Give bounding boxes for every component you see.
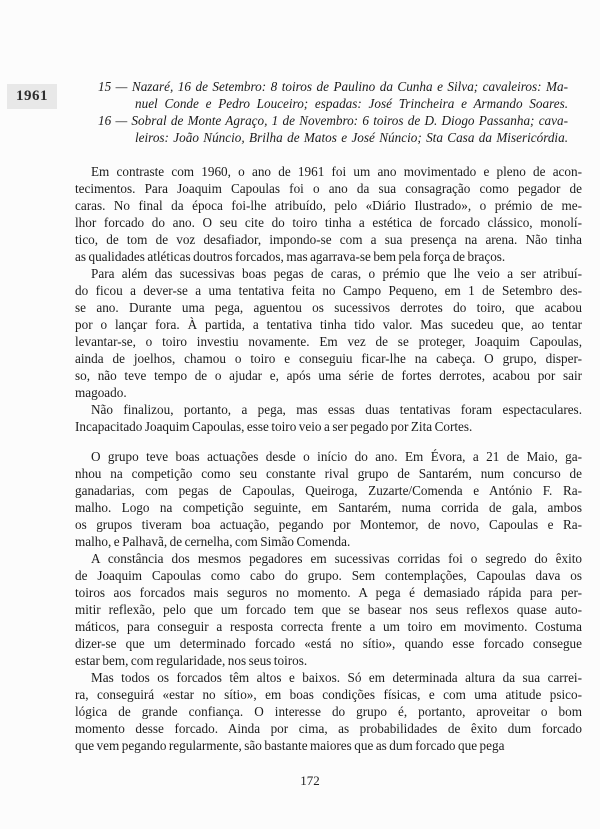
body-line: ainda de joelhos, chamou o toiro e conseguiu ficar-lhe na cabeça. O grupo, disper- bbox=[75, 351, 582, 366]
event-list-line: 16 — Sobral de Monte Agraço, 1 de Novembro: 6 toiros de D. Diogo Passanha; cava- bbox=[98, 113, 568, 128]
body-line: mitir reflexão, pelo que um forcado tem que se basear nos seus reflexos quase auto- bbox=[75, 602, 582, 617]
body-line: malho. Logo na competição seguinte, em Santarém, numa corrida de gala, ambos bbox=[75, 500, 582, 515]
body-line: caras. No final da época foi-lhe atribuído, pelo «Diário Ilustrado», o prémio de me- bbox=[75, 198, 582, 213]
body-line: so, não teve tempo de o ajudar e, após uma série de fortes derrotes, acabou por sair bbox=[75, 368, 582, 383]
body-line: dizer-se que um determinado forcado «está no sítio», quando esse forcado consegue bbox=[75, 636, 582, 651]
paragraph bbox=[75, 550, 582, 669]
paragraph bbox=[75, 669, 582, 754]
body-line: nhou na competição como seu constante rival grupo de Santarém, num concurso de bbox=[75, 466, 582, 481]
body-line: momento desse forcado. Ainda por cima, as probabilidades de êxito dum forcado bbox=[75, 721, 582, 736]
event-list bbox=[98, 78, 568, 146]
page-number: 172 bbox=[300, 773, 320, 788]
body-line: Em contraste com 1960, o ano de 1961 foi um ano movimentado e pleno de acon- bbox=[91, 164, 582, 179]
body-line: por o lançar fora. À partida, a tentativa tinha tido valor. Mas sucedeu que, ao tentar bbox=[75, 317, 582, 332]
body-line: A constância dos mesmos pegadores em sucessivas corridas foi o segredo do êxito bbox=[91, 551, 582, 566]
event-list-entry bbox=[98, 112, 568, 146]
body-line: Incapacitado Joaquim Capoulas, esse toiro veio a ser pegado por Zita Cortes. bbox=[75, 419, 473, 434]
body-line: Para além das sucessivas boas pegas de caras, o prémio que lhe veio a ser atribuí- bbox=[91, 266, 582, 281]
body-line: tico, de tom de voz desafiador, impondo-se com a sua presença na arena. Não tinha bbox=[75, 232, 582, 247]
body-line: toiros aos forcados mais seguros no momento. A pega é demasiado rápida para per- bbox=[75, 585, 582, 600]
paragraph bbox=[75, 163, 582, 265]
body-line: do ficou a dever-se a uma tentativa feita no Campo Pequeno, em 1 de Setembro des- bbox=[75, 283, 582, 298]
body-line: lhor forcado do ano. O seu cite do toiro tinha a estética de forcado clássico, monolí- bbox=[75, 215, 582, 230]
paragraph bbox=[75, 401, 582, 435]
body-line: ganadarias, com pegas de Capoulas, Queiroga, Zuzarte/Comenda e António F. Ra- bbox=[75, 483, 582, 498]
body-line: levantar-se, o toiro investiu novamente. Em vez de se proteger, Joaquim Capoulas, bbox=[75, 334, 582, 349]
margin-year-label: 1961 bbox=[7, 84, 57, 109]
event-list-entry bbox=[98, 78, 568, 112]
body-line: magoado. bbox=[75, 385, 127, 400]
body-line: que vem pegando regularmente, são bastante maiores que as dum forcado que pega bbox=[75, 738, 505, 753]
body-line: lógica de grande confiança. O interesse do grupo é, portanto, aproveitar o bom bbox=[75, 704, 582, 719]
body-line: se ano. Durante uma pega, aguentou os sucessivos derrotes do toiro, que acabou bbox=[75, 300, 582, 315]
body-line: as qualidades atléticas doutros forcados, mas agarrava-se bem pela força de braços. bbox=[75, 249, 506, 264]
paragraph bbox=[75, 265, 582, 401]
body-text bbox=[75, 163, 582, 754]
body-line: ra, conseguirá «estar no sítio», em boas condições físicas, e com uma atitude psico- bbox=[75, 687, 582, 702]
body-line: malho, e Palhavã, de cernelha, com Simão Comenda. bbox=[75, 534, 351, 549]
body-line: Não finalizou, portanto, a pega, mas essas duas tentativas foram espectaculares. bbox=[91, 402, 582, 417]
event-list-line: 15 — Nazaré, 16 de Setembro: 8 toiros de Paulino da Cunha e Silva; cavaleiros: Ma- bbox=[98, 79, 568, 94]
body-line: de Joaquim Capoulas como cabo do grupo. Sem contemplações, Capoulas dava os bbox=[75, 568, 582, 583]
paragraph bbox=[75, 448, 582, 550]
body-line: O grupo teve boas actuações desde o início do ano. Em Évora, a 21 de Maio, ga- bbox=[91, 449, 582, 464]
body-line: os grupos tiveram boa actuação, pegando por Montemor, de novo, Capoulas e Ra- bbox=[75, 517, 582, 532]
body-line: máticos, para conseguir a resposta correcta frente a um toiro em movimento. Costuma bbox=[75, 619, 582, 634]
body-line: estar bem, com regularidade, nos seus toiros. bbox=[75, 653, 308, 668]
body-line: tecimentos. Para Joaquim Capoulas foi o ano da sua consagração como pegador de bbox=[75, 181, 582, 196]
event-list-line: leiros: João Núncio, Brilha de Matos e José Núncio; Sta Casa da Misericórdia. bbox=[135, 130, 568, 145]
body-line: Mas todos os forcados têm altos e baixos. Só em determinada altura da sua carrei- bbox=[91, 670, 582, 685]
event-list-line: nuel Conde e Pedro Louceiro; espadas: José Trincheira e Armando Soares. bbox=[135, 96, 568, 111]
